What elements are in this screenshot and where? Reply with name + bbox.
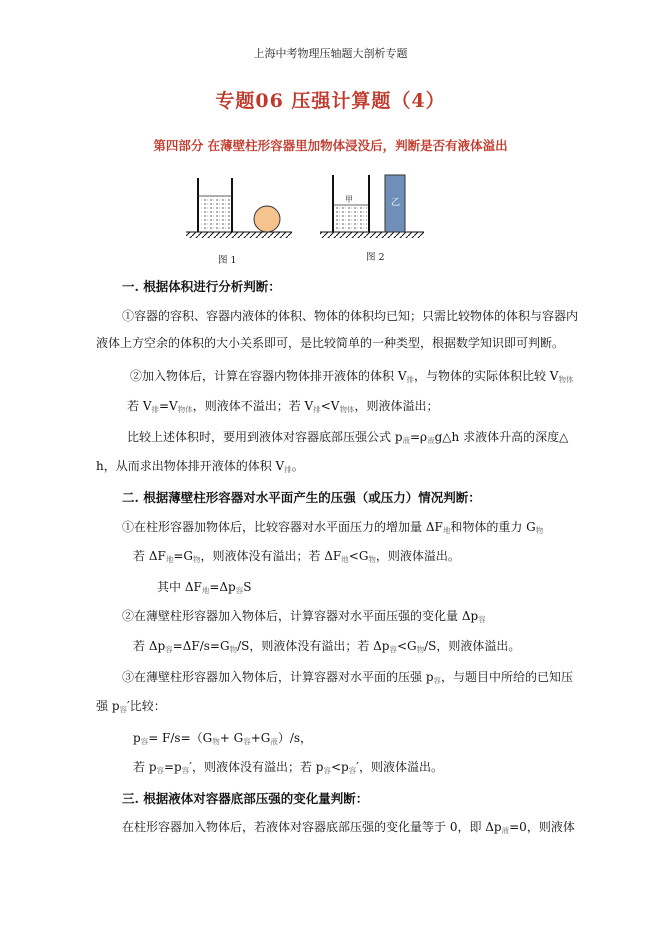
s2-para8-formula: $p_容= F/s=(G_物+ G_容+G_液)/s$， (133, 731, 313, 746)
s2-para5: 若 $\Delta p_容=\Delta F/s=G_物/S$，则液体没有溢出；若 $\Delta p_容<G_物/S$，则液体溢出。 (133, 639, 521, 654)
label-yi: 乙 (391, 198, 401, 208)
s2-para6: ③在薄壁柱形容器加入物体后，计算容器对水平面的压强 $p_容$，与题目中所给的已知压 (122, 670, 574, 685)
caption-figure-2: 图 2 (366, 252, 385, 263)
s1-para1-line2: 液体上方空余的体积的大小关系即可，是比较简单的一种类型，根据数学知识即可判断。 (96, 336, 565, 350)
s2-para7: 强 $p_容'$比较： (96, 699, 166, 714)
figure-2 (320, 175, 424, 238)
s3-para1: 在柱形容器加入物体后，若液体对容器底部压强的变化量等于 0，即 $\Delta p_液=0$，则液体 (122, 820, 575, 835)
s2-para9: 若 $p_容=p_容'$，则液体没有溢出；若 $p_容<p_容'$，则液体溢出。 (133, 760, 443, 775)
section-1-heading: 一. 根据体积进行分析判断： (122, 279, 281, 294)
s1-para3: 若 $V_排=V_{物体}$，则液体不溢出；若 $V_排<V_{物体}$，则液体溢出； (127, 399, 439, 414)
s1-para5: h，从而求出物体排开液体的体积 $V_排$。 (96, 459, 304, 474)
s1-para4: 比较上述体积时，要用到液体对容器底部压强公式 $p_液=\rho_液g\triangle h$ 求液体升高的深度△ (127, 430, 569, 445)
ground-2 (320, 232, 424, 238)
ball (254, 206, 280, 232)
page-header: 上海中考物理压轴题大剖析专题 (253, 47, 408, 60)
s1-para1-line1: ①容器的容积、容器内液体的体积、物体的体积均已知；只需比较物体的体积与容器内 (122, 309, 579, 323)
s2-para4: ②在薄壁柱形容器加入物体后，计算容器对水平面压强的变化量 $\Delta p_容$ (122, 609, 486, 624)
ground-1 (186, 232, 292, 238)
section-subtitle: 第四部分 在薄壁柱形容器里加物体浸没后，判断是否有液体溢出 (153, 138, 508, 153)
liquid-2 (335, 205, 367, 231)
label-jia: 甲 (345, 195, 353, 204)
page-title: 专题06 压强计算题（4） (215, 90, 446, 112)
s2-para3: 其中 $\Delta F_地=\Delta p_容S$ (157, 580, 252, 595)
liquid-1 (200, 196, 230, 231)
section-3-heading: 三. 根据液体对容器底部压强的变化量判断： (122, 791, 369, 806)
s2-para1: ①在柱形容器加物体后，比较容器对水平面压力的增加量 $\Delta F_地$和物体的重力 $G_物$ (122, 520, 544, 535)
caption-figure-1: 图 1 (218, 255, 237, 266)
container-figures (180, 170, 480, 260)
figure-1 (186, 178, 292, 238)
section-2-heading: 二. 根据薄壁柱形容器对水平面产生的压强（或压力）情况判断： (122, 490, 481, 505)
s2-para2: 若 $\Delta F_地=G_物$，则液体没有溢出；若 $\Delta F_地<G_物$，则液体溢出。 (133, 549, 460, 564)
s1-para2: ②加入物体后，计算在容器内物体排开液体的体积 $V_排$，与物体的实际体积比较 $V_{物体}$ (130, 369, 574, 384)
